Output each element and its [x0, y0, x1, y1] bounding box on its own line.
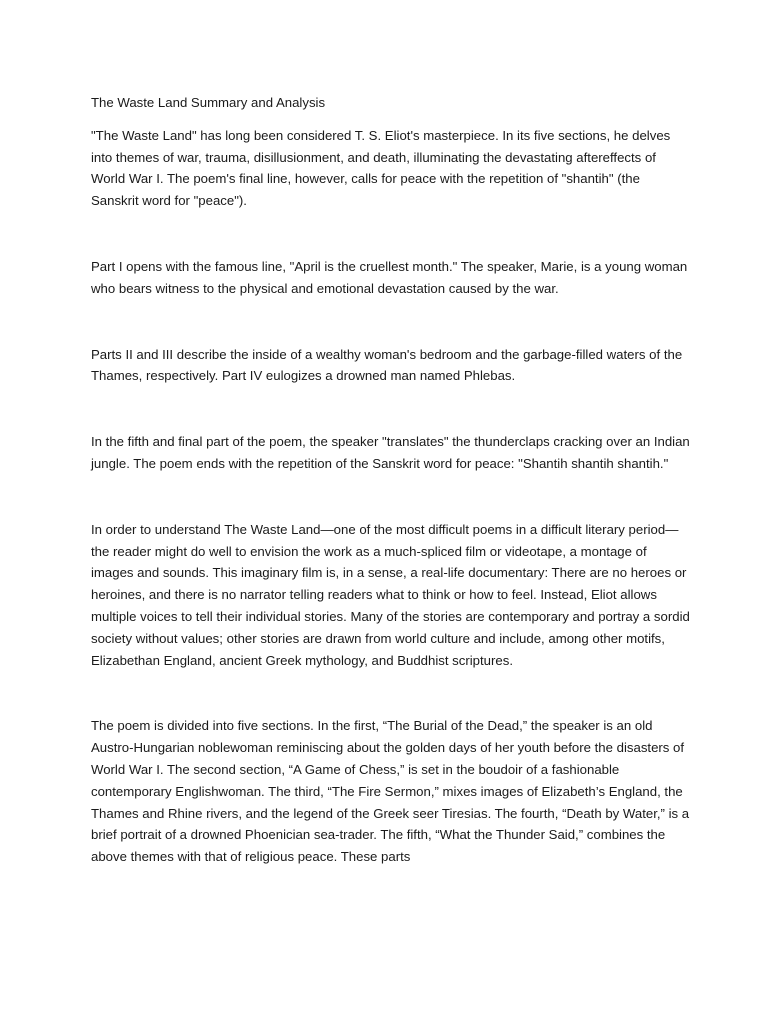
paragraph-spacer [91, 671, 691, 715]
paragraph-spacer [91, 300, 691, 344]
document-body [91, 92, 691, 868]
paragraph-intro: "The Waste Land" has long been considered T. S. Eliot's masterpiece. In its five sections, he delves into themes of war, trauma, disillusionment, and death, illuminating the devastating aftereffects of World War I. The poem's final line, however, calls for peace with the repetition of "shantih" (the Sanskrit word for "peace"). [91, 127, 671, 209]
paragraph-sections: The poem is divided into five sections. In the first, “The Burial of the Dead,” the speaker is an old Austro-Hungarian noblewoman reminiscing about the golden days of her youth before the disasters of World War I. The second section, “A Game of Chess,” is set in the boudoir of a fashionable contemporary Englishwoman. The third, “The Fire Sermon,” mixes images of Elizabeth’s England, the Thames and Rhine rivers, and the legend of the Greek seer Tiresias. The fourth, “Death by Water,” is a brief portrait of a drowned Phoenician sea-trader. The fifth, “What the Thunder Said,” combines the above themes with that of religious peace. These parts [91, 718, 690, 865]
paragraph-part-five: In the fifth and final part of the poem, the speaker "translates" the thunderclaps cracking over an Indian jungle. The poem ends with the repetition of the Sanskrit word for peace: "Shantih shantih shantih." [91, 434, 690, 471]
document-title: The Waste Land Summary and Analysis [91, 95, 326, 110]
paragraph-parts-two-three-four: Parts II and III describe the inside of a wealthy woman's bedroom and the garbage-filled waters of the Thames, respectively. Part IV eulogizes a drowned man named Phlebas. [91, 346, 683, 384]
paragraph-spacer [91, 475, 691, 519]
paragraph-spacer [91, 387, 691, 431]
paragraph-understanding: In order to understand The Waste Land—one of the most difficult poems in a difficult literary period—the reader might do well to envision the work as a much-spliced film or videotape, a montage of images and sounds. This imaginary film is, in a sense, a real-life documentary: There are no heroes or heroines, and there is no narrator telling readers what to think or how to feel. Instead, Eliot allows multiple voices to tell their individual stories. Many of the stories are contemporary and portray a sordid society without values; other stories are drawn from world culture and include, among other motifs, Elizabethan England, ancient Greek mythology, and Buddhist scriptures. [91, 521, 690, 668]
paragraph-spacer [91, 212, 691, 256]
paragraph-part-one: Part I opens with the famous line, "April is the cruellest month." The speaker, Marie, is a young woman who bears witness to the physical and emotional devastation caused by the war. [91, 258, 688, 296]
